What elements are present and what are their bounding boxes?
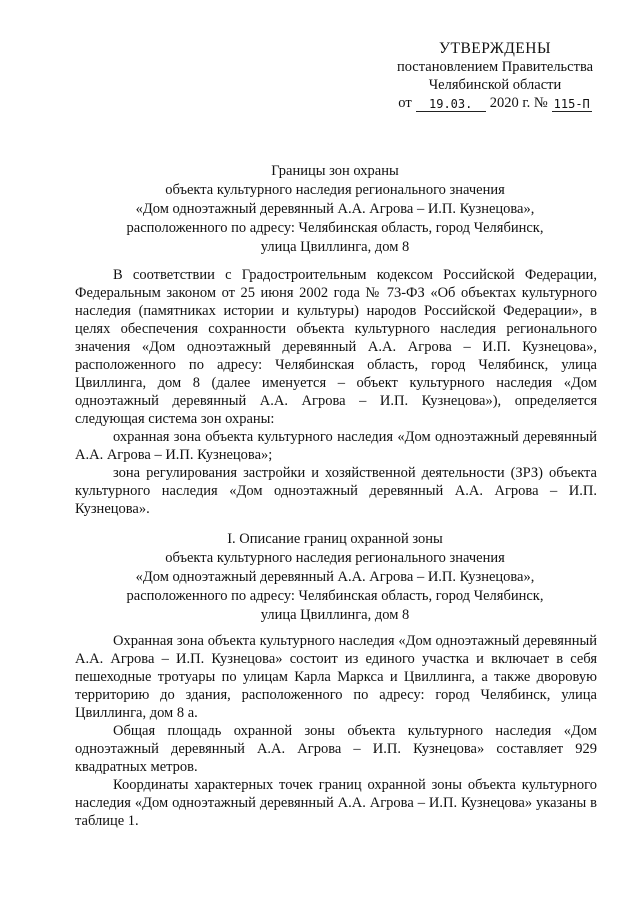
body-paragraph-2: Общая площадь охранной зоны объекта культурного наследия «Дом одноэтажный деревянный А.А. Агрова – И.П. Кузнецова» составляет 929 квадратных метров. [75, 723, 597, 775]
body-paragraph-3: Координаты характерных точек границ охранной зоны объекта культурного наследия «Дом одноэтажный деревянный А.А. Агрова – И.П. Кузнецова» указаны в таблице 1. [75, 777, 597, 829]
year-label: 2020 г. № [489, 95, 548, 111]
from-label: от [398, 95, 412, 111]
section-1-body [75, 632, 597, 830]
approval-line-1: постановлением Правительства [396, 59, 594, 75]
intro-paragraph-3: зона регулирования застройки и хозяйственной деятельности (ЗРЗ) объекта культурного наследия «Дом одноэтажный деревянный А.А. Агрова – И.П. Кузнецова». [75, 465, 597, 517]
approval-date: 19.03. [416, 97, 486, 112]
title-line-3: «Дом одноэтажный деревянный А.А. Агрова – И.П. Кузнецова», [135, 201, 535, 217]
title-line-1: Границы зон охраны [271, 163, 399, 179]
body-paragraph-1: Охранная зона объекта культурного наследия «Дом одноэтажный деревянный А.А. Агрова – И.П. Кузнецова» состоит из единого участка и включает в себя пешеходные тротуары по улицам Карла Маркса и Цвиллинга, а также дворовую территорию до здания, расположенного по адресу: город Челябинск, улица Цвиллинга, дом 8 а. [75, 633, 597, 721]
approval-line-2: Челябинской области [428, 77, 562, 93]
title-line-5: улица Цвиллинга, дом 8 [260, 239, 410, 255]
approval-number: 115-П [553, 97, 590, 111]
section-line-1: I. Описание границ охранной зоны [227, 531, 443, 547]
title-line-2: объекта культурного наследия регионального значения [165, 182, 505, 198]
section-line-5: улица Цвиллинга, дом 8 [260, 607, 410, 623]
section-1-heading [70, 530, 600, 625]
intro-paragraph-1: В соответствии с Градостроительным кодексом Российской Федерации, Федеральным законом от 25 июня 2002 года № 73-ФЗ «Об объектах культурного наследия (памятниках истории и культуры) народов Российской Федерации», в целях обеспечения сохранности объекта культурного наследия регионального значения «Дом одноэтажный деревянный А.А. Агрова – И.П. Кузнецова», расположенного по адресу: Челябинская область, город Челябинск, улица Цвиллинга, дом 8 (далее именуется – объект культурного наследия «Дом одноэтажный деревянный А.А. Агрова – И.П. Кузнецова»), определяется следующая система зон охраны: [75, 267, 597, 427]
title-line-4: расположенного по адресу: Челябинская область, город Челябинск, [126, 220, 544, 236]
document-title [70, 162, 600, 257]
approval-date-row [380, 94, 610, 112]
section-line-2: объекта культурного наследия регионального значения [165, 550, 505, 566]
intro-paragraph-2: охранная зона объекта культурного наследия «Дом одноэтажный деревянный А.А. Агрова – И.П. Кузнецова»; [75, 429, 597, 463]
intro-section [75, 266, 597, 518]
section-line-3: «Дом одноэтажный деревянный А.А. Агрова – И.П. Кузнецова», [135, 569, 535, 585]
approval-heading: УТВЕРЖДЕНЫ [439, 40, 551, 57]
approval-stamp [380, 40, 610, 112]
section-line-4: расположенного по адресу: Челябинская область, город Челябинск, [126, 588, 544, 604]
